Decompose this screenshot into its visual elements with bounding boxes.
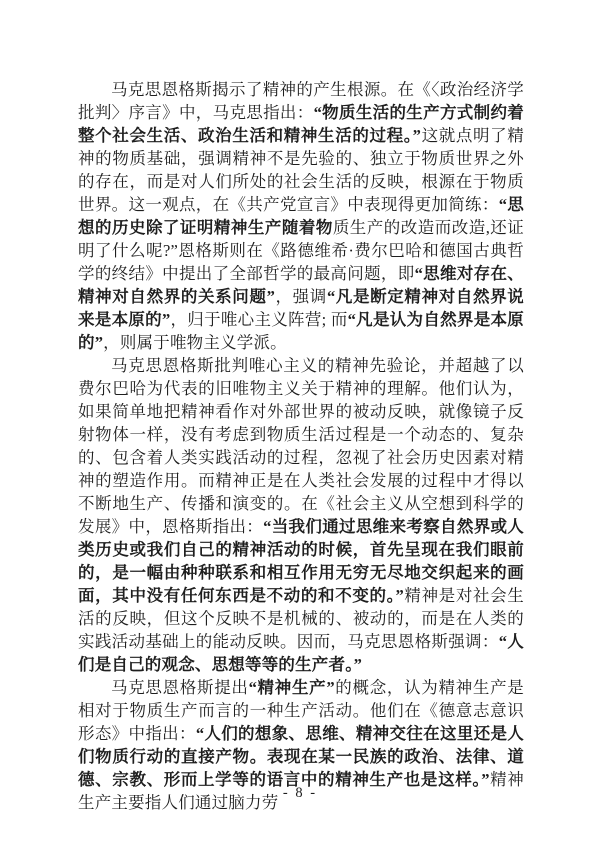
- text-run: 这就点明了精神的物质基础，强调精神不是先验的、独立于物质世界之外的存在，而是对人们所处的社会生活的反映，根源在于物质世界。这一观点，在《共产党宣言》中表现得更加简练：: [78, 126, 525, 214]
- text-run: “思维对存在、精神对自然界的关系问题”: [78, 264, 524, 306]
- text-run: “物质生活的生产方式制约着整个社会生活、政治生活和精神生活的过程。”: [78, 103, 524, 145]
- text-run: ，强调: [275, 287, 327, 306]
- paragraph: [78, 354, 524, 676]
- text-run: 精神生产主要指人们通过脑力劳: [78, 770, 524, 812]
- text-run: 马克思恩格斯提出: [111, 678, 249, 697]
- text-run: 质生产的改造而改造,还证明了什么呢?”: [78, 218, 524, 260]
- text-run: ，则属于唯物主义学派。: [103, 333, 287, 352]
- body-text: [78, 78, 524, 814]
- text-run: “凡是断定精神对自然界说来是本原的”: [78, 287, 525, 329]
- page-number: - 8 -: [282, 785, 318, 801]
- text-run: “当我们通过思维来考察自然界或人类历史或我们自己的精神活动的时候，首先呈现在我们眼前的，是一幅由种种联系和相互作用无穷无尽地交织起来的画面，其中没有任何东西是不动的和不变的。”: [78, 517, 525, 605]
- text-run: 的概念，认为精神生产是相对于物质生产而言的一种生产活动。他们在《德意志意识形态》中指出：: [78, 678, 525, 743]
- text-run: “精神生产”: [248, 678, 335, 697]
- text-run: 恩格斯则在《路德维希·费尔巴哈和德国古典哲学的终结》中提出了全部哲学的最高问题，即: [78, 241, 524, 283]
- text-run: ，归于唯心主义阵营; 而: [170, 310, 348, 329]
- text-run: “人们是自己的观念、思想等等的生产者。”: [78, 632, 524, 674]
- text-run: 马克思恩格斯揭示了精神的产生根源。在《〈政治经济学批判〉序言》中，马克思指出：: [78, 80, 524, 122]
- text-run: “人们的想象、思维、精神交往在这里还是人们物质行动的直接产物。表现在某一民族的政治、法律、道德、宗教、形而上学等的语言中的精神生产也是这样。”: [78, 724, 525, 789]
- text-run: 马克思恩格斯批判唯心主义的精神先验论，并超越了以费尔巴哈为代表的旧唯物主义关于精神的理解。他们认为，如果简单地把精神看作对外部世界的被动反映，就像镜子反射物体一样，没有考虑到物质生活过程是一个动态的、复杂的、包含着人类实践活动的过程，忽视了社会历史因素对精神的塑造作用。而精神正是在人类社会发展的过程中才得以不断地生产、传播和演变的。在《社会主义从空想到科学的发展》中，恩格斯指出：: [78, 356, 524, 536]
- text-run: 精神是对社会生活的反映，但这个反映不是机械的、被动的，而是在人类的实践活动基础上的能动反映。因而，马克思恩格斯强调：: [78, 586, 525, 651]
- text-run: “思想的历史除了证明精神生产随着物: [78, 195, 524, 237]
- paragraph: [78, 78, 524, 354]
- text-run: “凡是认为自然界是本原的”: [78, 310, 525, 352]
